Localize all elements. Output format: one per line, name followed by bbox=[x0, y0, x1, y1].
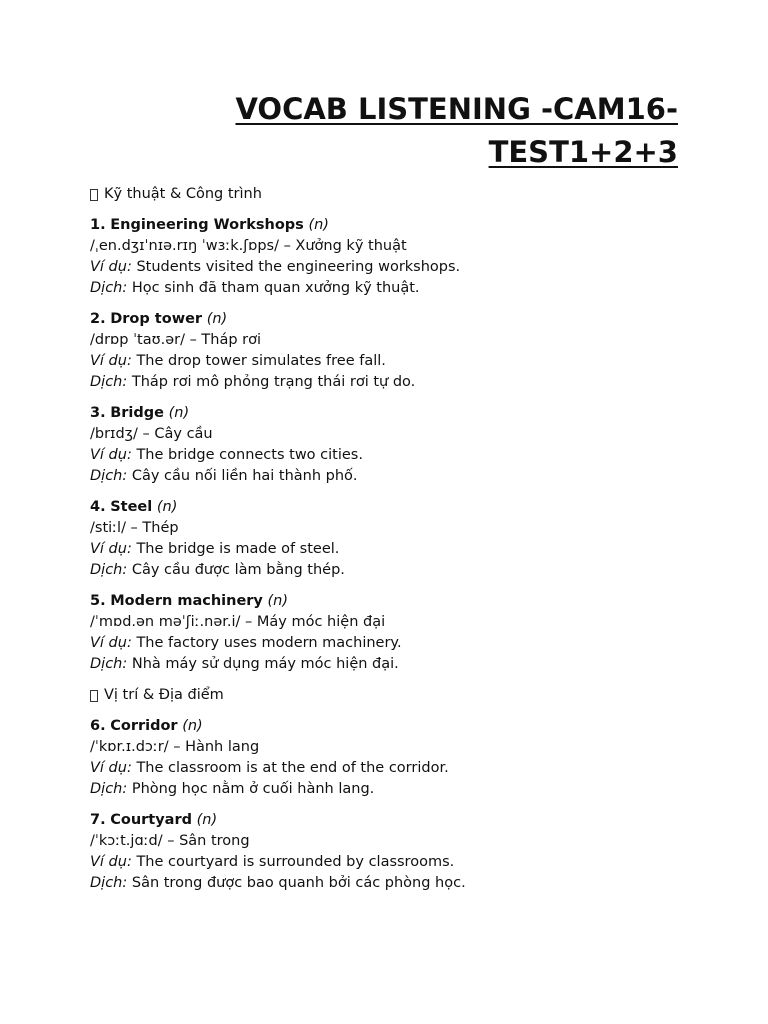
entry-translation bbox=[90, 560, 690, 581]
entry-term: Engineering Workshops bbox=[110, 217, 304, 233]
section-heading bbox=[90, 184, 690, 205]
entry-example bbox=[90, 633, 690, 654]
entry-number: 6. bbox=[90, 718, 106, 734]
vocab-entry bbox=[90, 716, 690, 800]
entry-number: 1. bbox=[90, 217, 106, 233]
entry-number: 2. bbox=[90, 311, 106, 327]
vocab-entry bbox=[90, 810, 690, 894]
entry-translation bbox=[90, 654, 690, 675]
entry-pronunciation: /ˈkɒr.ɪ.dɔːr/ – Hành lang bbox=[90, 739, 260, 755]
entry-number: 7. bbox=[90, 812, 106, 828]
entry-translation bbox=[90, 466, 690, 487]
entry-pronunciation: /drɒp ˈtaʊ.ər/ – Tháp rơi bbox=[90, 332, 262, 348]
translation-label: Dịch: bbox=[90, 468, 128, 484]
entry-example bbox=[90, 445, 690, 466]
entry-term: Steel bbox=[110, 499, 153, 515]
vocab-entry bbox=[90, 215, 690, 299]
entry-example bbox=[90, 539, 690, 560]
entry-pos: (n) bbox=[267, 593, 289, 609]
entry-translation bbox=[90, 779, 690, 800]
entry-head bbox=[90, 716, 690, 737]
example-text: The classroom is at the end of the corridor. bbox=[136, 760, 449, 776]
translation-text: Học sinh đã tham quan xưởng kỹ thuật. bbox=[131, 280, 420, 296]
document-body bbox=[90, 184, 690, 904]
example-text: The factory uses modern machinery. bbox=[136, 635, 402, 651]
translation-text: Cây cầu nối liền hai thành phố. bbox=[131, 468, 358, 484]
entry-translation bbox=[90, 873, 690, 894]
example-label: Ví dụ: bbox=[90, 447, 132, 463]
translation-text: Phòng học nằm ở cuối hành lang. bbox=[131, 781, 375, 797]
entry-pronunciation: /ˈkɔːt.jɑːd/ – Sân trong bbox=[90, 833, 250, 849]
example-label: Ví dụ: bbox=[90, 635, 132, 651]
entry-term: Drop tower bbox=[110, 311, 203, 327]
example-text: The drop tower simulates free fall. bbox=[136, 353, 386, 369]
entry-number: 3. bbox=[90, 405, 106, 421]
example-text: The bridge connects two cities. bbox=[136, 447, 363, 463]
entry-pos: (n) bbox=[196, 812, 218, 828]
entry-term: Corridor bbox=[110, 718, 178, 734]
vocab-entry bbox=[90, 309, 690, 393]
entry-number: 4. bbox=[90, 499, 106, 515]
vocab-entry bbox=[90, 591, 690, 675]
entry-term: Modern machinery bbox=[110, 593, 263, 609]
translation-label: Dịch: bbox=[90, 374, 128, 390]
example-label: Ví dụ: bbox=[90, 259, 132, 275]
unknown-glyph-icon bbox=[90, 690, 98, 702]
entry-pronunciation: /stiːl/ – Thép bbox=[90, 520, 179, 536]
entry-translation bbox=[90, 372, 690, 393]
entry-pronunciation: /ˈmɒd.ən məˈʃiː.nər.i/ – Máy móc hiện đại bbox=[90, 614, 386, 630]
entry-pos: (n) bbox=[308, 217, 329, 233]
vocab-entry bbox=[90, 497, 690, 581]
entry-head bbox=[90, 810, 690, 831]
translation-label: Dịch: bbox=[90, 280, 128, 296]
entry-term: Bridge bbox=[110, 405, 164, 421]
entry-head bbox=[90, 215, 690, 236]
translation-label: Dịch: bbox=[90, 781, 128, 797]
vocab-entry bbox=[90, 403, 690, 487]
entry-pos: (n) bbox=[156, 499, 178, 515]
entry-pos: (n) bbox=[206, 311, 228, 327]
entry-head bbox=[90, 591, 690, 612]
entry-head bbox=[90, 497, 690, 518]
example-label: Ví dụ: bbox=[90, 760, 132, 776]
title-line-2: TEST1+2+3 bbox=[488, 135, 678, 169]
entry-term: Courtyard bbox=[110, 812, 192, 828]
entry-pos: (n) bbox=[168, 405, 190, 421]
translation-label: Dịch: bbox=[90, 656, 128, 672]
entry-translation bbox=[90, 278, 690, 299]
translation-label: Dịch: bbox=[90, 875, 128, 891]
example-label: Ví dụ: bbox=[90, 541, 132, 557]
section-heading-text: Kỹ thuật & Công trình bbox=[104, 186, 262, 202]
title-line-1: VOCAB LISTENING -CAM16- bbox=[235, 92, 678, 126]
example-label: Ví dụ: bbox=[90, 854, 132, 870]
translation-text: Tháp rơi mô phỏng trạng thái rơi tự do. bbox=[131, 374, 416, 390]
section-heading bbox=[90, 685, 690, 706]
example-label: Ví dụ: bbox=[90, 353, 132, 369]
entry-example bbox=[90, 257, 690, 278]
translation-text: Nhà máy sử dụng máy móc hiện đại. bbox=[131, 656, 399, 672]
example-text: The bridge is made of steel. bbox=[136, 541, 340, 557]
section-heading-text: Vị trí & Địa điểm bbox=[104, 687, 224, 703]
entry-pronunciation: /ˌen.dʒɪˈnɪə.rɪŋ ˈwɜːk.ʃɒps/ – Xưởng kỹ thuật bbox=[90, 238, 407, 254]
entry-pos: (n) bbox=[182, 718, 203, 734]
page-title bbox=[90, 88, 678, 174]
entry-pronunciation: /brɪdʒ/ – Cây cầu bbox=[90, 426, 213, 442]
entry-head bbox=[90, 309, 690, 330]
entry-example bbox=[90, 351, 690, 372]
example-text: The courtyard is surrounded by classrooms. bbox=[136, 854, 455, 870]
entry-number: 5. bbox=[90, 593, 106, 609]
example-text: Students visited the engineering workshops. bbox=[136, 259, 461, 275]
translation-text: Sân trong được bao quanh bởi các phòng học. bbox=[131, 875, 466, 891]
entry-head bbox=[90, 403, 690, 424]
translation-label: Dịch: bbox=[90, 562, 128, 578]
entry-example bbox=[90, 758, 690, 779]
unknown-glyph-icon bbox=[90, 189, 98, 201]
translation-text: Cây cầu được làm bằng thép. bbox=[131, 562, 345, 578]
entry-example bbox=[90, 852, 690, 873]
